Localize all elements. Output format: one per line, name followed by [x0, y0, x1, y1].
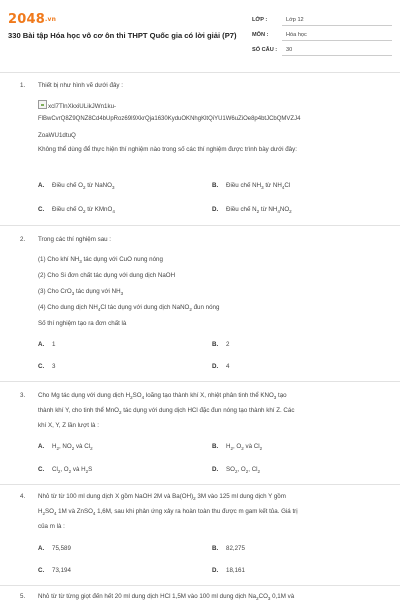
document-header	[0, 0, 400, 70]
question-divider	[0, 484, 400, 485]
answer-option-a[interactable]: A. $H_2$, $NO_2$ và $Cl_2$	[38, 443, 93, 452]
divider	[282, 25, 392, 26]
meta-class	[252, 14, 392, 26]
answer-option-c[interactable]: C. 73,194	[38, 567, 71, 574]
meta-question-count	[252, 44, 392, 56]
answer-option-d[interactable]: D. $SO_2$, $O_2$, $Cl_2$	[212, 466, 261, 475]
broken-image-alt	[38, 100, 388, 110]
question-number: 4.	[20, 493, 26, 500]
question-text: Số thí nghiệm tạo ra đơn chất là	[38, 320, 127, 327]
question-text: của m là :	[38, 523, 65, 530]
site-logo[interactable]	[8, 12, 56, 27]
answer-option-d[interactable]: D. 18,161	[212, 567, 245, 574]
answer-option-c[interactable]: C. Điều chế $O_2$ từ KMnO$_4$	[38, 206, 115, 215]
question-text: khí X, Y, Z lần lượt là :	[38, 422, 99, 429]
question-text: Cho Mg tác dụng với dung dịch $H_2SO_4$ loãng tạo thành khí X, nhiệt phân tinh thể $KNO_3$ tạo	[38, 392, 287, 401]
divider	[282, 55, 392, 56]
meta-label: MÔN :	[252, 32, 269, 38]
question-text: Nhỏ từ từ từng giọt đến hết 20 ml dung dịch HCl 1,5M vào 100 ml dung dịch $Na_2CO_3$ 0,1M và	[38, 593, 295, 601]
page-title: 330 Bài tập Hóa học vô cơ ôn thi THPT Quốc gia có lời giải (P7)	[8, 31, 237, 40]
question-text: $H_2SO_4$ 1M và ZnSO$_4$ 1,6M, sau khi phản ứng xảy ra hoàn toàn thu được m gam kết tủa. Giá trị	[38, 508, 298, 517]
answer-option-b[interactable]: B. 2	[212, 341, 230, 348]
answer-option-d[interactable]: D. 4	[212, 363, 230, 370]
question-divider	[0, 225, 400, 226]
answer-option-c[interactable]: C. $Cl_2$, $O_2$ và $H_2S$	[38, 466, 93, 475]
divider	[282, 40, 392, 41]
question-number: 3.	[20, 392, 26, 399]
question-text: (1) Cho khí $NH_3$ tác dụng với CuO nung nóng	[38, 256, 163, 265]
question-text: thành khí Y, cho tinh thể MnO$_2$ tác dụng với dung dịch HCl đặc đun nóng tạo thành khí Z. Các	[38, 407, 295, 416]
logo-text: 2048	[8, 12, 45, 27]
answer-option-a[interactable]: A. 75,589	[38, 545, 71, 552]
answer-option-c[interactable]: C. 3	[38, 363, 56, 370]
answer-option-d[interactable]: D. Điều chế $N_2$ từ $NH_4NO_2$	[212, 206, 292, 215]
answer-option-a[interactable]: A. 1	[38, 341, 56, 348]
image-alt-text: ZoaWU1dtuQ	[38, 132, 76, 139]
question-text: Thiết bị như hình vẽ dưới đây :	[38, 82, 123, 89]
broken-image-icon	[38, 100, 47, 109]
answer-option-b[interactable]: B. $H_2$, $O_2$ và $Cl_2$	[212, 443, 263, 452]
question-text: Nhỏ từ từ 100 ml dung dịch X gồm NaOH 2M và $Ba(OH)_2$ 3M vào 125 ml dung dịch Y gồm	[38, 493, 286, 502]
header-divider	[0, 72, 400, 73]
question-text: (4) Cho dung dịch $NH_4Cl$ tác dụng với dung dịch NaNO$_2$ đun nóng	[38, 304, 220, 313]
meta-label: LỚP :	[252, 17, 268, 23]
question-text: Trong các thí nghiệm sau :	[38, 236, 112, 243]
logo-tld: .vn	[44, 16, 57, 23]
question-divider	[0, 585, 400, 586]
image-alt-text: FlBwCvrQ8Z9QNZ8Cd4bUpRoz69I9XkrQja1630KyduOKNhgKltQiYU1W6uZiOe8p4btJCbQMVZJ4	[38, 116, 301, 122]
question-number: 1.	[20, 82, 26, 89]
meta-value: 30	[286, 47, 293, 53]
question-divider	[0, 381, 400, 382]
question-number: 2.	[20, 236, 26, 243]
answer-option-b[interactable]: B. Điều chế $NH_3$ từ $NH_4Cl$	[212, 182, 291, 191]
meta-label: SỐ CÂU :	[252, 47, 278, 53]
meta-subject	[252, 29, 392, 41]
question-number: 5.	[20, 593, 26, 600]
meta-value: Hóa học	[286, 32, 307, 38]
question-text: Không thể dùng để thực hiện thí nghiệm nào trong số các thí nghiệm được trình bày dưới đây:	[38, 146, 297, 153]
meta-value: Lớp 12	[286, 17, 304, 23]
question-text: (3) Cho CrO$_3$ tác dụng với $NH_3$	[38, 288, 124, 297]
image-alt-text: xcl7TlnXkxiULikJWn1ku-	[48, 103, 117, 110]
answer-option-b[interactable]: B. 82,275	[212, 545, 245, 552]
answer-option-a[interactable]: A. Điều chế $O_2$ từ NaNO$_3$	[38, 182, 115, 191]
question-text: (2) Cho Si đơn chất tác dụng với dung dịch NaOH	[38, 272, 176, 279]
